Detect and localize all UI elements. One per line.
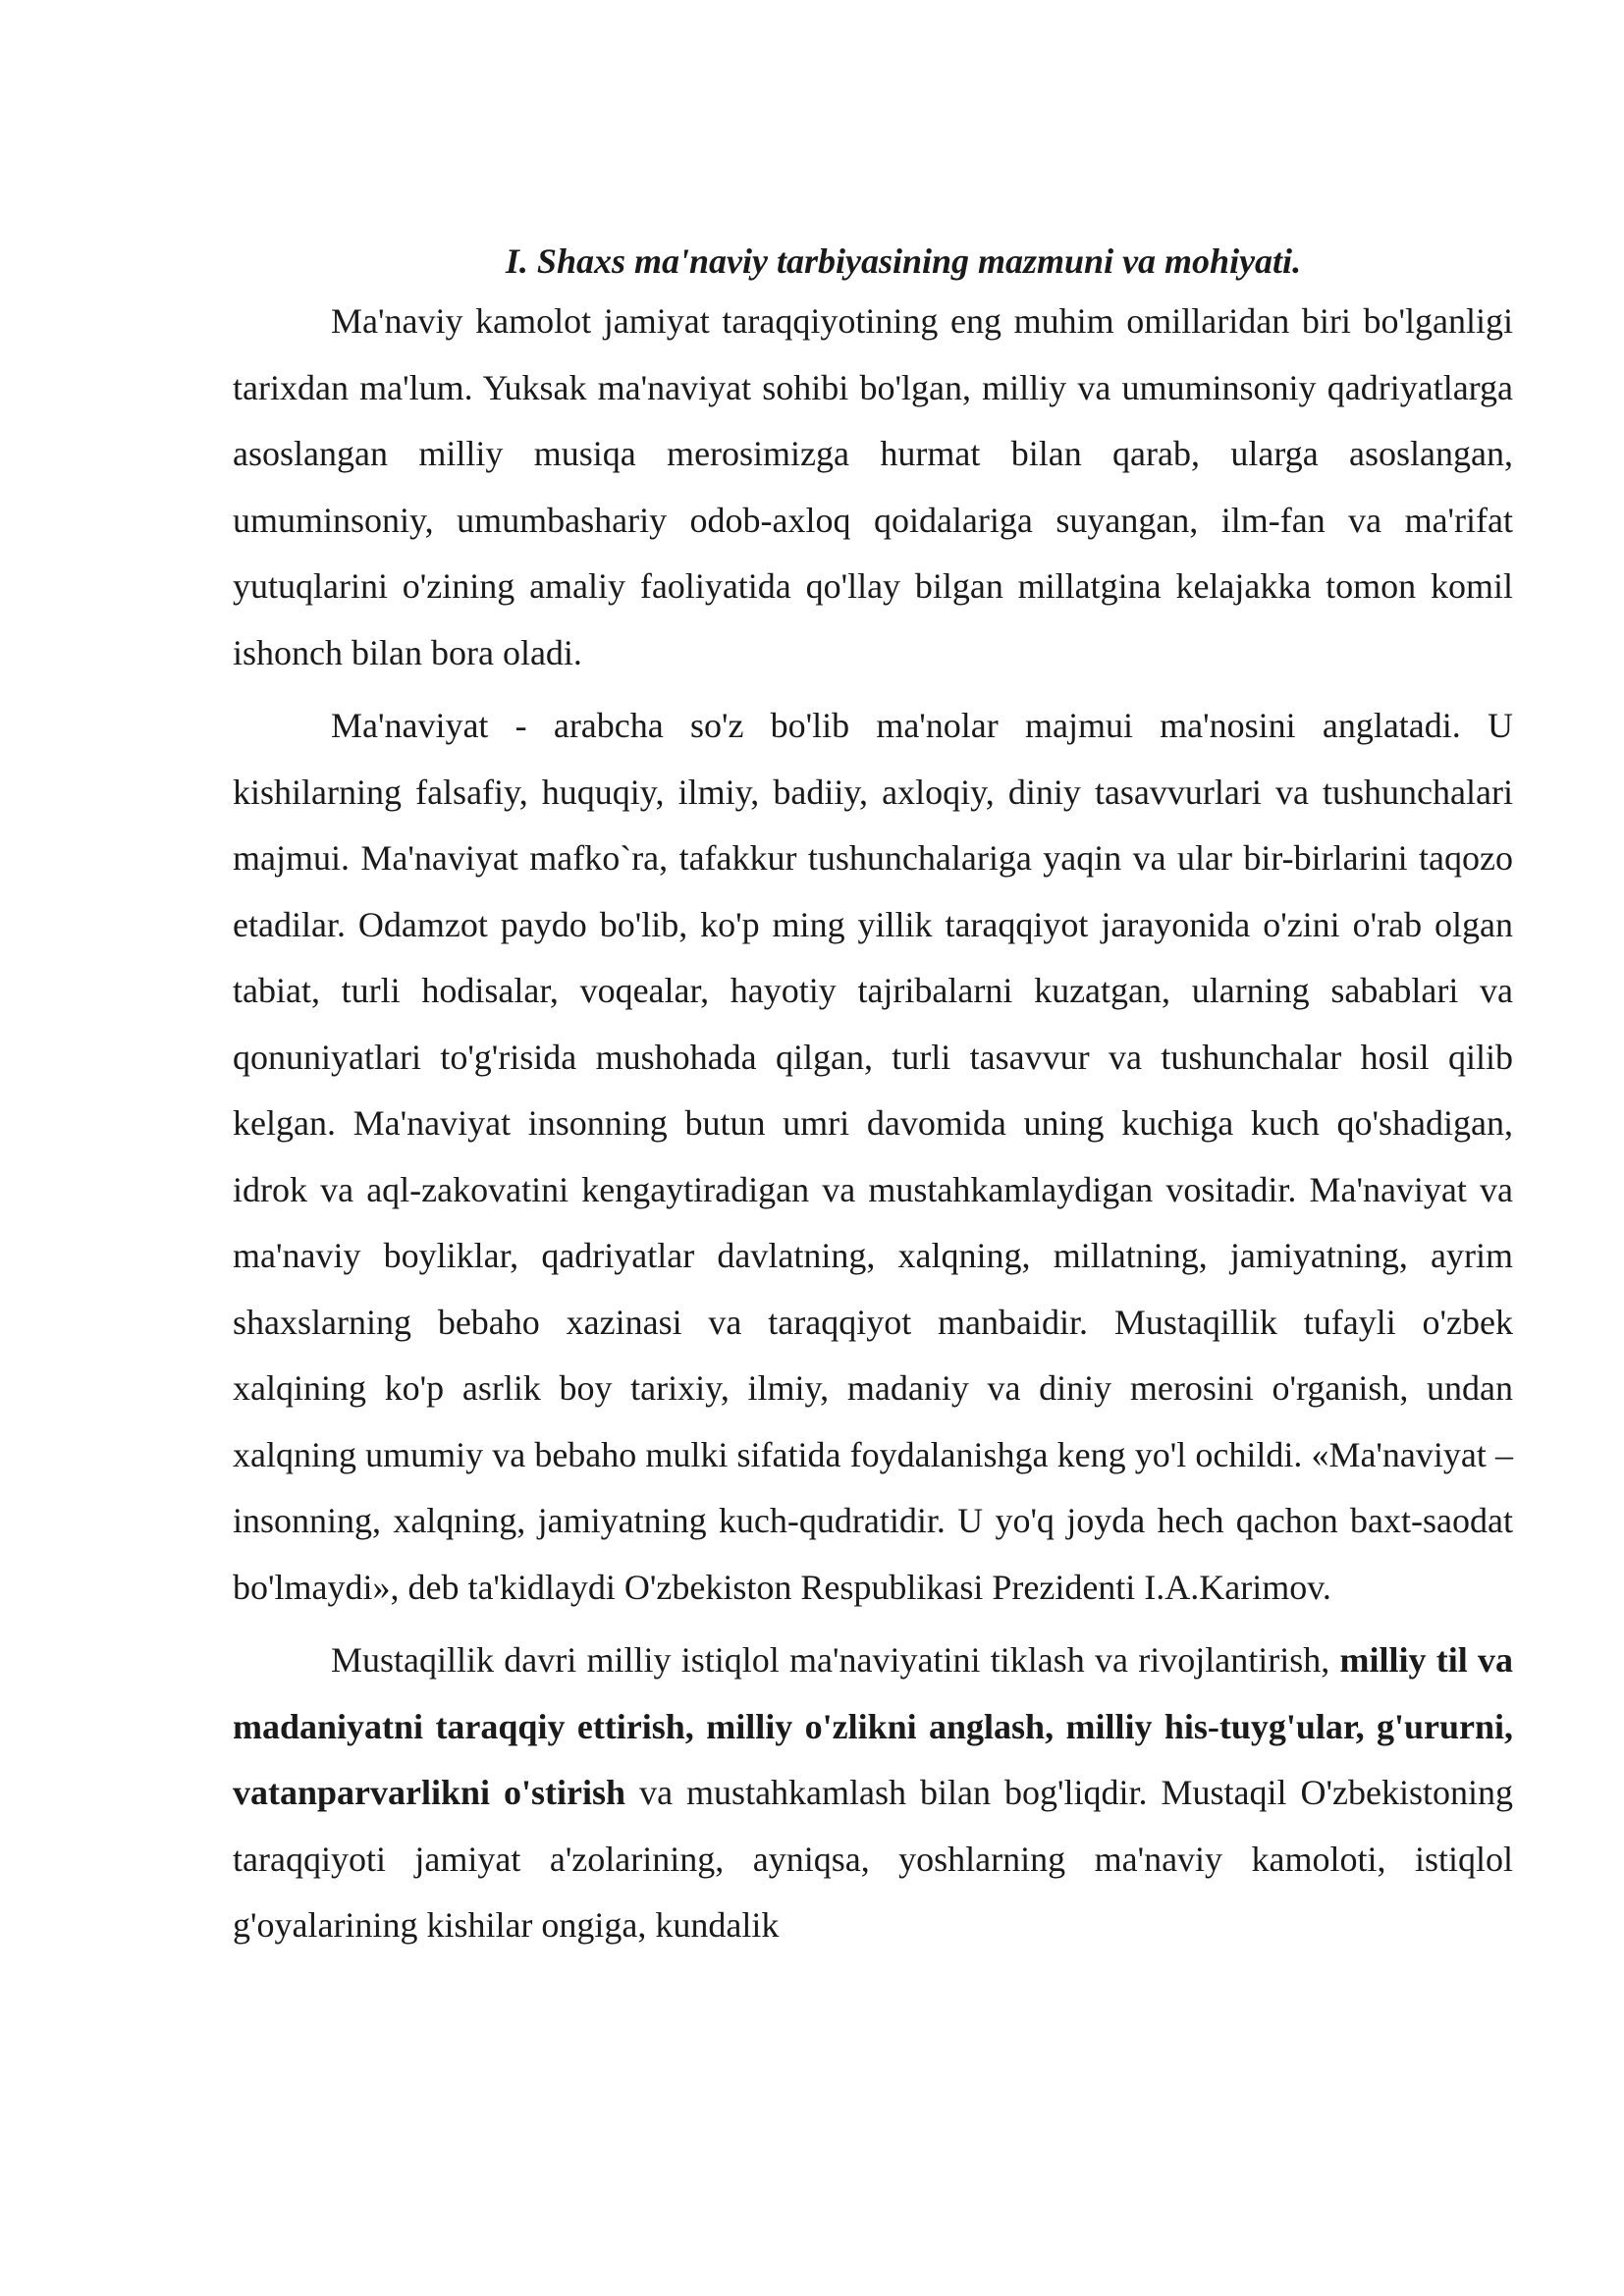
section-heading: I. Shaxs ma'naviy tarbiyasining mazmuni va mohiyati. (505, 241, 1302, 281)
paragraph-3-text-start: Mustaqillik davri milliy istiqlol ma'naviyatini tiklash va rivojlantirish, (331, 1640, 1340, 1680)
paragraph-3-bold-text: milliy til va madaniyatni taraqqiy ettirish, milliy o'zlikni anglash, milliy his-tuyg'ular, g'ururni, vatanparvarlikni o'stirish (233, 1640, 1513, 1812)
paragraph-2: Ma'naviyat - arabcha so'z bo'lib ma'nolar majmui ma'nosini anglatadi. U kishilarning falsafiy, huquqiy, ilmiy, badiiy, axloqiy, diniy tasavvurlari va tushunchalari majmui. Ma'naviyat mafko`ra, tafakkur tushunchalariga yaqin va ular bir-birlarini taqozo etadilar. Odamzot paydo bo'lib, ko'p ming yillik taraqqiyot jarayonida o'zini o'rab olgan tabiat, turli hodisalar, voqealar, hayotiy tajribalarni kuzatgan, ularning sabablari va qonuniyatlari to'g'risida mushohada qilgan, turli tasavvur va tushunchalar hosil qilib kelgan. Ma'naviyat insonning butun umri davomida uning kuchiga kuch qo'shadigan, idrok va aql-zakovatini kengaytiradigan va mustahkamlaydigan vositadir. Ma'naviyat va ma'naviy boyliklar, qadriyatlar davlatning, xalqning, millatning, jamiyatning, ayrim shaxslarning bebaho xazinasi va taraqqiyot manbaidir. Mustaqillik tufayli o'zbek xalqining ko'p asrlik boy tarixiy, ilmiy, madaniy va diniy merosini o'rganish, undan xalqning umumiy va bebaho mulki sifatida foydalanishga keng yo'l ochildi. «Ma'naviyat – insonning, xalqning, jamiyatning kuch-qudratidir. U yo'q joyda hech qachon baxt-saodat bo'lmaydi», deb ta'kidlaydi O'zbekiston Respublikasi Prezidenti I.A.Karimov. (233, 706, 1513, 1607)
paragraph-1: Ma'naviy kamolot jamiyat taraqqiyotining eng muhim omillaridan biri bo'lganligi tarixdan ma'lum. Yuksak ma'naviyat sohibi bo'lgan, milliy va umuminsoniy qadriyatlarga asoslangan milliy musiqa merosimizga hurmat bilan qarab, ularga asoslangan, umuminsoniy, umumbashariy odob-axloq qoidalariga suyangan, ilm-fan va ma'rifat yutuqlarini o'zining amaliy faoliyatida qo'llay bilgan millatgina kelajakka tomon komil ishonch bilan bora oladi. (233, 301, 1513, 672)
paragraph-3 (233, 1628, 1513, 1959)
paragraph-3-text-end: va mustahkamlash bilan bog'liqdir. Mustaqil O'zbekistoning taraqqiyoti jamiyat a'zolarining, ayniqsa, yoshlarning ma'naviy kamoloti, istiqlol g'oyalarining kishilar ongiga, kundalik (233, 1773, 1513, 1945)
document-body (233, 234, 1513, 1959)
